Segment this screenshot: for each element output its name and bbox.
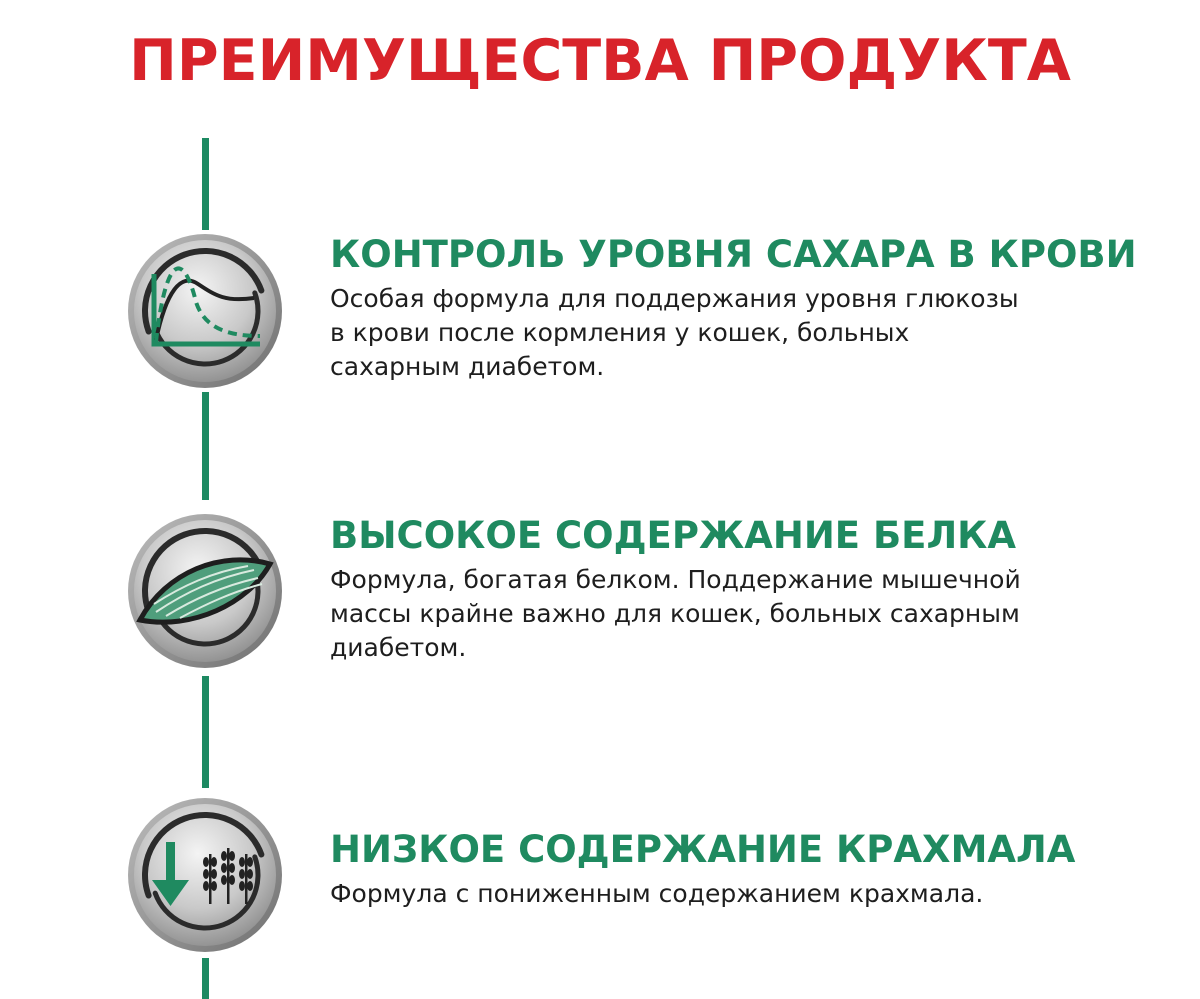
benefit-description [330,282,1170,384]
benefit-low-starch [330,827,1170,911]
low-starch-grain-icon [126,796,284,954]
benefit-blood-sugar [330,232,1170,384]
muscle-icon [126,512,284,670]
timeline-line [202,676,209,788]
page-title: ПРЕИМУЩЕСТВА ПРОДУКТА [129,28,1071,94]
benefit-high-protein [330,513,1170,665]
benefit-text-line: диабетом. [330,633,467,662]
benefit-text-line: сахарным диабетом. [330,352,605,381]
benefit-text-line: Особая формула для поддержания уровня глюкозы [330,284,1019,313]
benefit-title: НИЗКОЕ СОДЕРЖАНИЕ КРАХМАЛА [330,828,1076,871]
benefit-title: КОНТРОЛЬ УРОВНЯ САХАРА В КРОВИ [330,233,1137,276]
benefit-text-line: Формула с пониженным содержанием крахмала. [330,879,984,908]
benefit-description [330,563,1170,665]
benefit-text-line: Формула, богатая белком. Поддержание мышечной [330,565,1021,594]
benefit-description [330,877,1170,911]
benefit-title: ВЫСОКОЕ СОДЕРЖАНИЕ БЕЛКА [330,514,1017,557]
timeline-line [202,138,209,230]
timeline-line [202,392,209,500]
benefit-text-line: в крови после кормления у кошек, больных [330,318,910,347]
blood-sugar-curve-icon [126,232,284,390]
timeline-line [202,958,209,999]
benefit-text-line: массы крайне важно для кошек, больных сахарным [330,599,1020,628]
